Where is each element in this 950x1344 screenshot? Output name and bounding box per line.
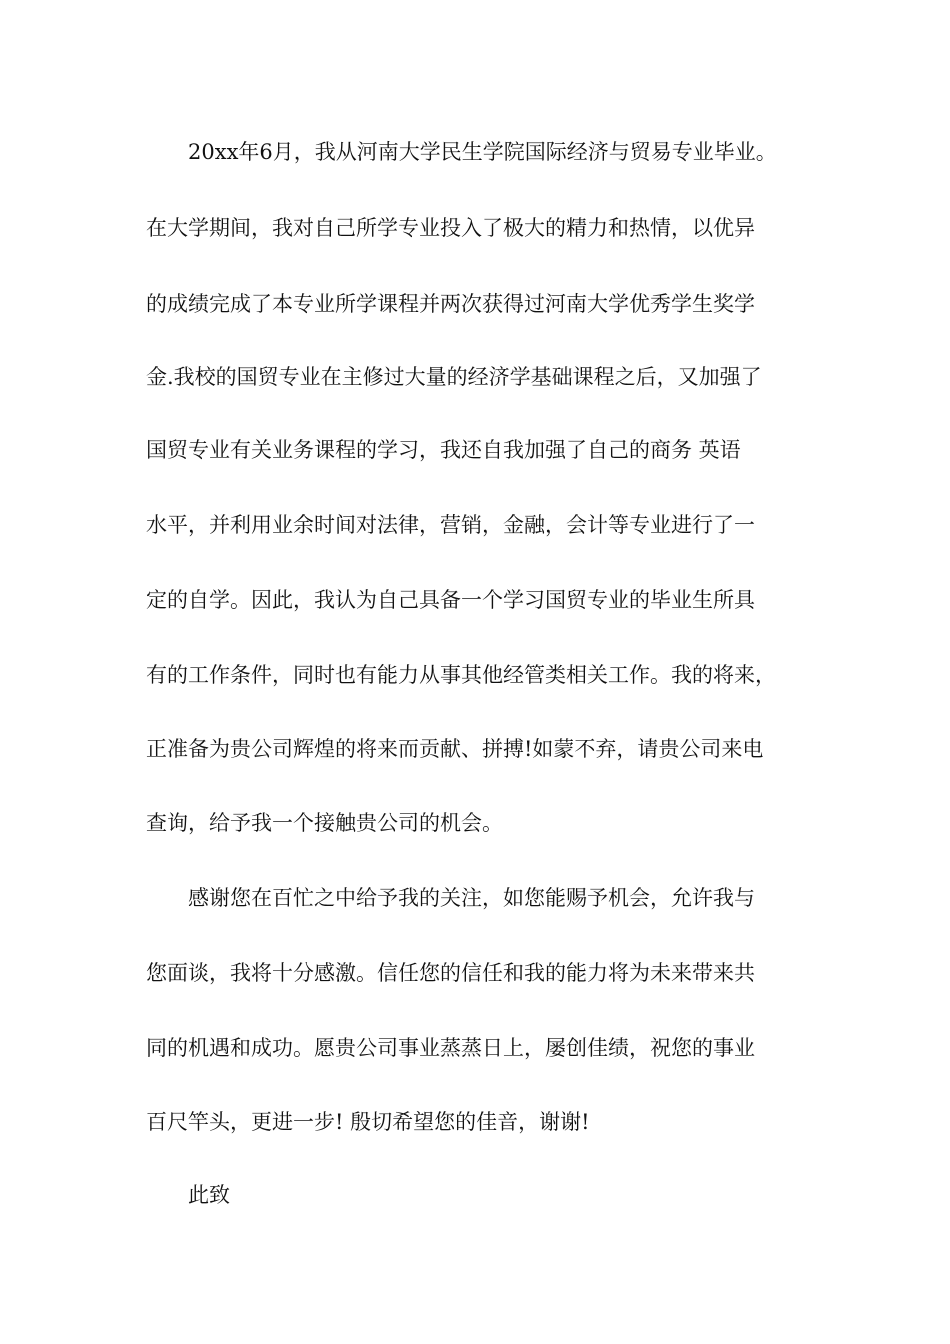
paragraph-1-line-9: 正准备为贵公司辉煌的将来而贡献、拼搏!如蒙不弃，请贵公司来电 <box>146 737 764 761</box>
paragraph-1-line-7: 定的自学。因此，我认为自己具备一个学习国贸专业的毕业生所具 <box>146 588 755 612</box>
paragraph-2-line-2: 您面谈，我将十分感激。信任您的信任和我的能力将为未来带来共 <box>146 961 755 985</box>
closing-salutation: 此致 <box>188 1183 230 1207</box>
paragraph-1-line-2: 在大学期间，我对自己所学专业投入了极大的精力和热情，以优异 <box>146 216 755 240</box>
paragraph-2-line-4: 百尺竿头，更进一步! 殷切希望您的佳音，谢谢! <box>146 1110 590 1134</box>
paragraph-1-line-8: 有的工作条件，同时也有能力从事其他经管类相关工作。我的将来， <box>146 663 776 687</box>
paragraph-1-line-6: 水平，并利用业余时间对法律，营销，金融，会计等专业进行了一 <box>146 513 755 537</box>
paragraph-2-line-3: 同的机遇和成功。愿贵公司事业蒸蒸日上，屡创佳绩，祝您的事业 <box>146 1036 755 1060</box>
paragraph-2-line-1: 感谢您在百忙之中给予我的关注，如您能赐予机会，允许我与 <box>188 886 755 910</box>
paragraph-1-line-1: 20xx年6月，我从河南大学民生学院国际经济与贸易专业毕业。 <box>188 140 777 164</box>
paragraph-1-line-5: 国贸专业有关业务课程的学习，我还自我加强了自己的商务 英语 <box>146 438 741 462</box>
paragraph-1-line-10: 查询，给予我一个接触贵公司的机会。 <box>146 811 503 835</box>
paragraph-1-line-4: 金.我校的国贸专业在主修过大量的经济学基础课程之后，又加强了 <box>146 365 762 389</box>
paragraph-1-line-3: 的成绩完成了本专业所学课程并两次获得过河南大学优秀学生奖学 <box>146 292 755 316</box>
